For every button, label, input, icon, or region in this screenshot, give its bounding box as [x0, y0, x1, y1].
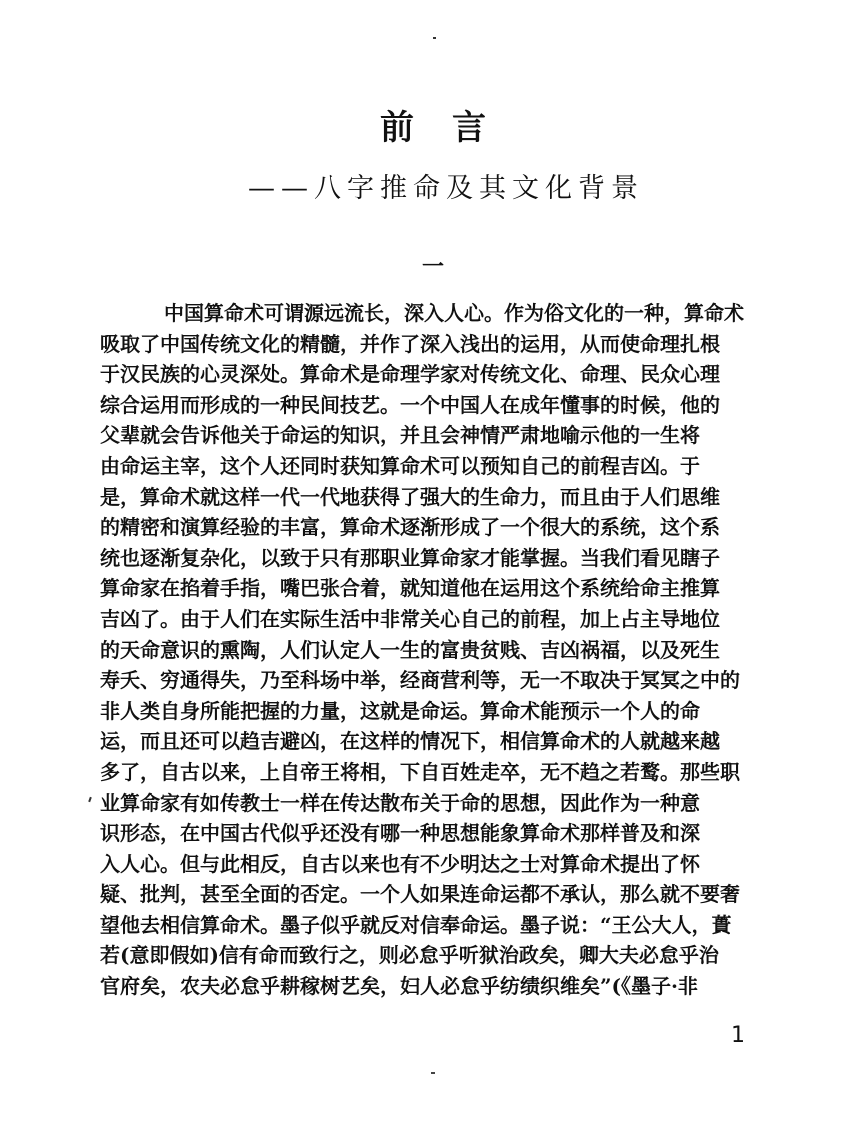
text-line: 官府矣，农夫必怠乎耕稼树艺矣，妇人必怠乎纺绩织维矣”(《墨子·非 — [100, 974, 698, 999]
page-number: 1 — [731, 1023, 745, 1048]
text-line: 是，算命术就这样一代一代地获得了强大的生命力，而且由于人们思维 — [100, 484, 720, 509]
text-line: 的精密和演算经验的丰富，算命术逐渐形成了一个很大的系统，这个系 — [100, 515, 720, 540]
scan-artifact-mark — [433, 37, 436, 39]
text-line: 若(意即假如)信有命而致行之，则必怠乎听狱治政矣，卿大夫必怠乎治 — [100, 943, 719, 968]
text-line: 吸取了中国传统文化的精髓，并作了深入浅出的运用，从而使命理扎根 — [100, 331, 720, 356]
text-line: 由命运主宰，这个人还同时获知算命术可以预知自己的前程吉凶。于 — [100, 453, 700, 478]
page-title: 前言 — [380, 108, 524, 148]
text-line: 算命家在掐着手指，嘴巴张合着，就知道他在运用这个系统给命主推算 — [100, 576, 720, 601]
text-line: 运，而且还可以趋吉避凶，在这样的情况下，相信算命术的人就越来越 — [100, 729, 720, 754]
text-line: 于汉民族的心灵深处。算命术是命理学家对传统文化、命理、民众心理 — [100, 362, 720, 387]
page-subtitle: ——八字推命及其文化背景 — [248, 173, 644, 204]
text-line: 统也逐渐复杂化，以致于只有那职业算命家才能掌握。当我们看见瞎子 — [100, 545, 720, 570]
scan-artifact-mark — [88, 797, 92, 802]
text-line: 望他去相信算命术。墨子似乎就反对信奉命运。墨子说：“王公大人，蕢 — [100, 912, 732, 937]
text-line: 入人心。但与此相反，自古以来也有不少明达之士对算命术提出了怀 — [100, 851, 700, 876]
body-paragraph — [100, 298, 780, 1002]
section-number: 一 — [421, 254, 444, 280]
text-line: 非人类自身所能把握的力量，这就是命运。算命术能预示一个人的命 — [100, 698, 700, 723]
text-line: 寿夭、穷通得失，乃至科场中举，经商营利等，无一不取决于冥冥之中的 — [100, 668, 740, 693]
text-line: 综合运用而形成的一种民间技艺。一个中国人在成年懂事的时候，他的 — [100, 392, 720, 417]
text-line: 中国算命术可谓源远流长，深入人心。作为俗文化的一种，算命术 — [164, 301, 744, 325]
text-line: 识形态，在中国古代似乎还没有哪一种思想能象算命术那样普及和深 — [100, 821, 700, 846]
text-line: 吉凶了。由于人们在实际生活中非常关心自己的前程，加上占主导地位 — [100, 606, 720, 631]
text-line: 疑、批判，甚至全面的否定。一个人如果连命运都不承认，那么就不要奢 — [100, 882, 740, 907]
scan-artifact-mark — [431, 1072, 435, 1074]
text-line: 的天命意识的熏陶，人们认定人一生的富贵贫贱、吉凶祸福，以及死生 — [100, 637, 720, 662]
text-line: 父辈就会告诉他关于命运的知识，并且会神情严肃地喻示他的一生将 — [100, 423, 700, 448]
text-line: 业算命家有如传教士一样在传达散布关于命的思想，因此作为一种意 — [100, 790, 700, 815]
text-line: 多了，自古以来，上自帝王将相，下自百姓走卒，无不趋之若鹜。那些职 — [100, 759, 740, 784]
